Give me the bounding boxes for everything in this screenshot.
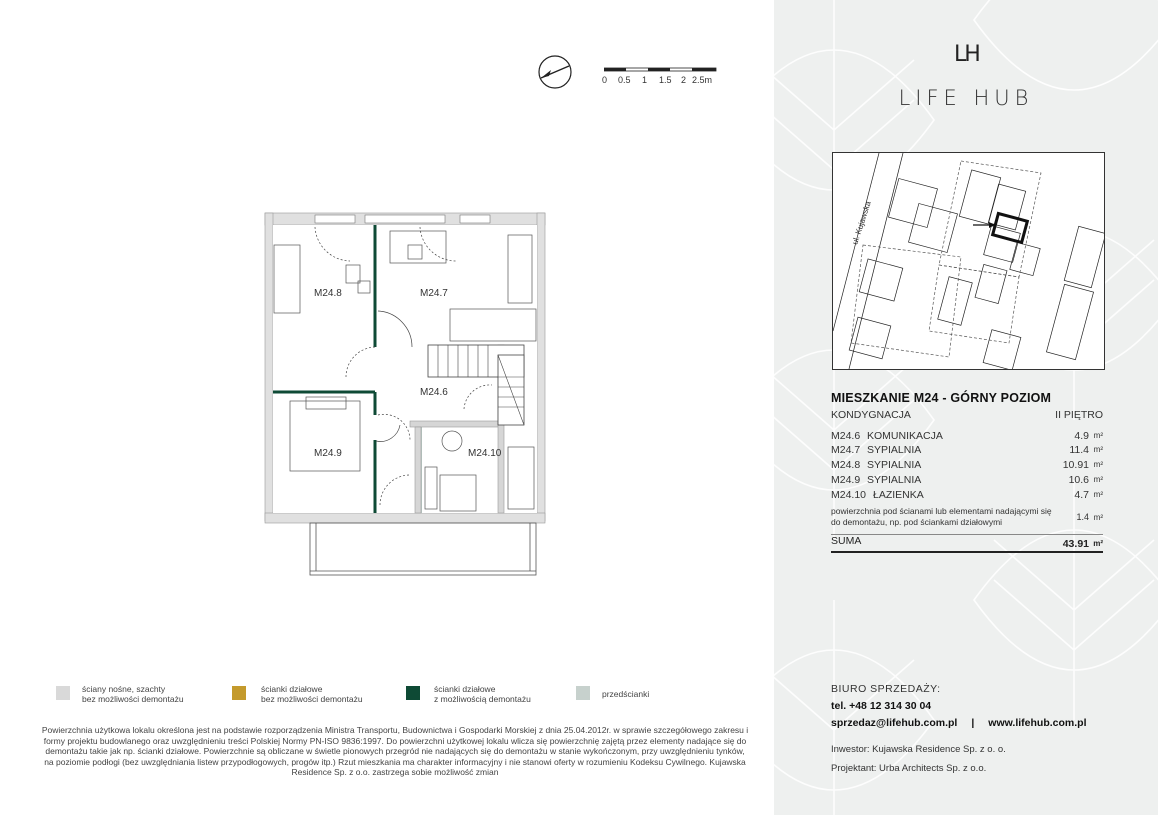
legend-swatch-removable-partitions (406, 686, 420, 700)
sales-email-link[interactable]: sprzedaz@lifehub.com.pl (831, 717, 958, 729)
scale-label-05: 0.5 (618, 75, 631, 85)
scale-label-15: 1.5 (659, 75, 672, 85)
sales-office-label: BIURO SPRZEDAŻY: (831, 683, 941, 695)
room-label-m2410: M24.10 (468, 448, 502, 459)
legend-swatch-fixed-partitions (232, 686, 246, 700)
street-label: ul. Kujawska (850, 200, 873, 246)
scale-label-2: 2 (681, 75, 687, 85)
apartment-title: MIESZKANIE M24 - GÓRNY POZIOM (831, 391, 1052, 405)
legend-swatch-bearing-walls (56, 686, 70, 700)
brand-logo-mark: LH (954, 42, 979, 67)
room-row-m249: M24.9 SYPIALNIA 10.6 m² (831, 474, 1103, 486)
sales-contacts: sprzedaz@lifehub.com.pl | www.lifehub.com.pl (831, 717, 1087, 729)
scale-label-25: 2.5m (692, 75, 713, 85)
scale-bar (604, 66, 720, 74)
legal-footnote: Powierzchnia użytkowa lokalu określona jest na podstawie rozporządzenia Ministra Transportu, Budownictwa i Gospodarki Morskiej z dnia 25.04.2012r. w sprawie szczegółowego zakresu i formy projektu budowlanego oraz uwzględnieniu treści Polskiej Normy PN-ISO 9836:1997. Do powierzchni użytkowej lokalu wlicza się powierzchnię zajętą przez elementy nadające się do demontażu takie jak np. ścianki działowe. Powierzchnie są obliczane w świetle pionowych przegród nie nadających się do demontażu w stanie wykończonym, przy uwzględnieniu tynków, na poziomie podłogi (bez uwzględniania listew przypodłogowych, progów itp.) Rzut mieszkania ma charakter informacyjny i nie stanowi oferty w rozumieniu Kodeksu Cywilnego. Kujawska Residence Sp. z o.o. zastrzega sobie możliwość zmian (41, 725, 749, 777)
brand-name: LIFE HUB (898, 86, 1034, 110)
legend-item-bearing-walls: ściany nośne, szachty bez możliwości demontażu (82, 684, 184, 704)
scale-label-0: 0 (602, 75, 608, 85)
room-row-m2410: M24.10 ŁAZIENKA 4.7 m² (831, 489, 1103, 501)
designer-info: Projektant: Urba Architects Sp. z o.o. (831, 763, 987, 774)
legend-swatch-front-walls (576, 686, 590, 700)
level-label: KONDYGNACJA (831, 409, 911, 421)
room-row-m246: M24.6 KOMUNIKACJA 4.9 m² (831, 430, 1103, 442)
room-label-m249: M24.9 (314, 448, 342, 459)
website-link[interactable]: www.lifehub.com.pl (988, 717, 1087, 729)
room-label-m246: M24.6 (420, 387, 448, 398)
north-compass-icon (535, 52, 575, 92)
site-location-map (832, 152, 1105, 370)
legend-item-front-walls: przedścianki (602, 689, 650, 699)
legend-item-removable-partitions: ścianki działowe z możliwością demontażu (434, 684, 531, 704)
scale-label-1: 1 (642, 75, 648, 85)
room-label-m247: M24.7 (420, 288, 448, 299)
total-area-row: SUMA 43.91 m² (831, 534, 1103, 553)
legend-item-fixed-partitions: ścianki działowe bez możliwości demontażu (261, 684, 363, 704)
room-label-m248: M24.8 (314, 288, 342, 299)
level-value: II PIĘTRO (1055, 409, 1103, 421)
room-row-m248: M24.8 SYPIALNIA 10.91 m² (831, 459, 1103, 471)
floor-plan (260, 205, 550, 585)
level-row (831, 409, 1103, 421)
info-panel: LH LIFE HUB ul. Kujawska MIESZKANIE M24 - GÓRNY POZIOM KONDYGNACJA II PIĘTRO M24.6 KOMUNIKACJA 4.9 m² M24.7 SYPIALNIA 11.4 m² M24.8 SYPIALNIA 10.91 m² M24.9 SYPIALNIA 10.6 m² M24.10 ŁAZIENKA 4.7 m² powierzchnia pod ścianami lub elementami nadającymi się do demontażu, np. pod ściankami działowymi 1.4 m² SUMA 43.91 m² BIURO SPRZEDAŻY: tel. +48 12 314 30 04 sprzedaz@lifehub.com.pl | www.lifehub.com.pl Inwestor: Kujawska Residence Sp. z o. o. Projektant: Urba Architects Sp. z o.o. (774, 0, 1158, 815)
investor-info: Inwestor: Kujawska Residence Sp. z o. o. (831, 744, 1006, 755)
sales-phone[interactable]: tel. +48 12 314 30 04 (831, 700, 932, 712)
room-row-m247: M24.7 SYPIALNIA 11.4 m² (831, 444, 1103, 456)
